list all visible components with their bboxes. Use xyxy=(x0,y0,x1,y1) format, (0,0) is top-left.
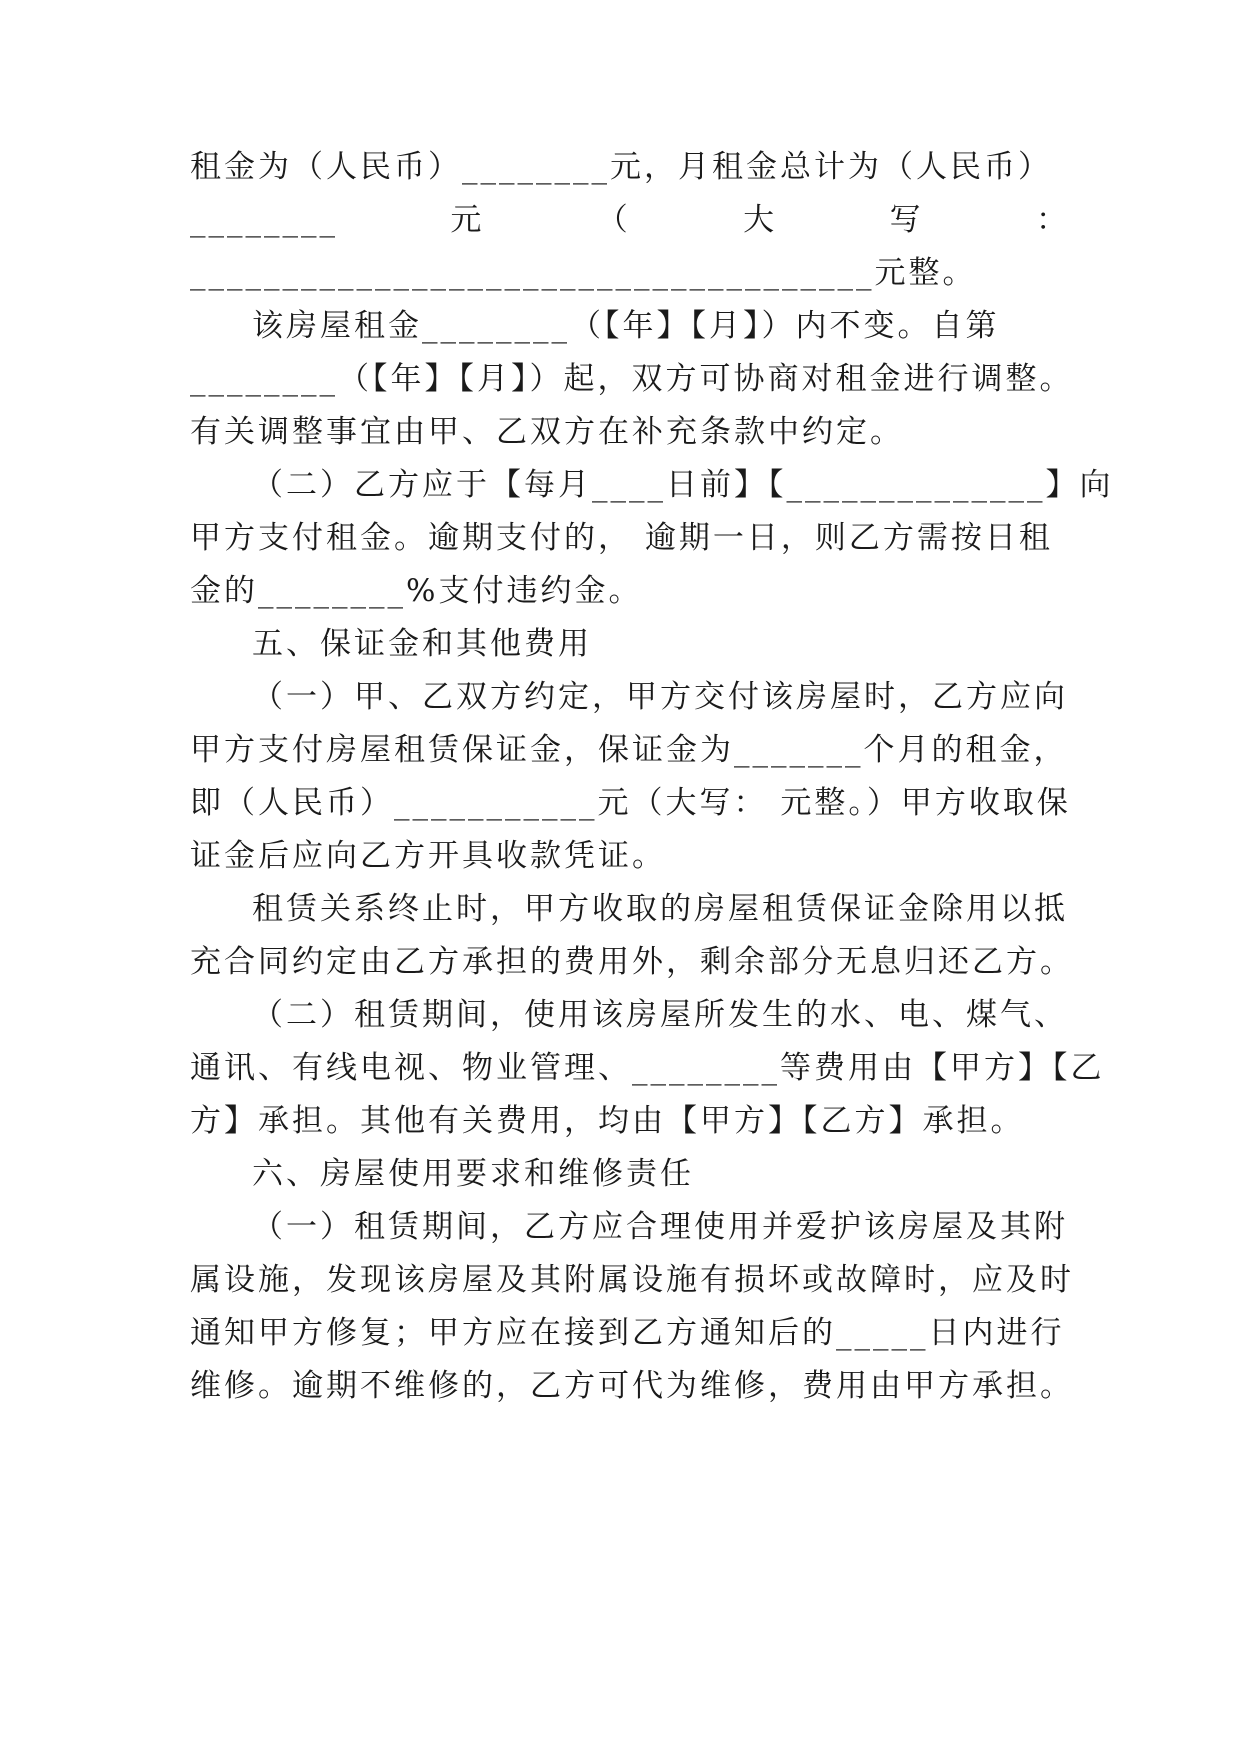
text-line-2 xyxy=(190,200,1070,240)
colon-char: ： xyxy=(1035,202,1070,238)
rent-blank: ________ xyxy=(190,202,338,238)
text-line-7: （二）乙方应于【每月____日前】【______________】向 xyxy=(252,467,1114,503)
text-line-11: （一）甲、乙双方约定，甲方交付该房屋时，乙方应向 xyxy=(252,679,1068,715)
paren-open: （ xyxy=(596,202,631,238)
yuan-label: 元 xyxy=(450,202,485,238)
da-char: 大 xyxy=(743,202,778,238)
text-line-1: 租金为（人民币）________元，月租金总计为（人民币） xyxy=(190,149,1052,185)
text-line-15: 租赁关系终止时，甲方收取的房屋租赁保证金除用以抵 xyxy=(252,891,1068,927)
text-line-4: 该房屋租金________（【年】【月】）内不变。自第 xyxy=(252,308,1000,344)
text-line-8: 甲方支付租金。逾期支付的， 逾期一日，则乙方需按日租 xyxy=(190,520,1053,556)
xie-char: 写 xyxy=(889,202,924,238)
text-line-6: 有关调整事宜由甲、乙双方在补充条款中约定。 xyxy=(190,414,904,450)
text-line-18: 通讯、有线电视、物业管理、________等费用由【甲方】【乙 xyxy=(190,1050,1105,1086)
text-line-16: 充合同约定由乙方承担的费用外，剩余部分无息归还乙方。 xyxy=(190,944,1074,980)
text-line-21: （一）租赁期间，乙方应合理使用并爱护该房屋及其附 xyxy=(252,1209,1068,1245)
text-line-14: 证金后应向乙方开具收款凭证。 xyxy=(190,838,666,874)
text-line-17: （二）租赁期间，使用该房屋所发生的水、电、煤气、 xyxy=(252,997,1068,1033)
text-line-22: 属设施，发现该房屋及其附属设施有损坏或故障时，应及时 xyxy=(190,1262,1074,1298)
text-line-3: _____________________________________元整。 xyxy=(190,255,977,291)
section-heading-5: 五、保证金和其他费用 xyxy=(252,626,592,662)
text-line-19: 方】承担。其他有关费用，均由【甲方】【乙方】承担。 xyxy=(190,1103,1025,1139)
text-line-9: 金的________%支付违约金。 xyxy=(190,573,643,609)
text-line-13: 即（人民币）___________元（大写： 元整。）甲方收取保 xyxy=(190,785,1071,821)
text-line-12: 甲方支付房屋租赁保证金，保证金为_______个月的租金， xyxy=(190,732,1068,768)
text-line-5: ________（【年】【月】）起，双方可协商对租金进行调整。 xyxy=(190,361,1074,397)
text-line-23: 通知甲方修复；甲方应在接到乙方通知后的_____日内进行 xyxy=(190,1315,1065,1351)
text-line-24: 维修。逾期不维修的，乙方可代为维修，费用由甲方承担。 xyxy=(190,1368,1074,1404)
section-heading-6: 六、房屋使用要求和维修责任 xyxy=(252,1156,694,1192)
